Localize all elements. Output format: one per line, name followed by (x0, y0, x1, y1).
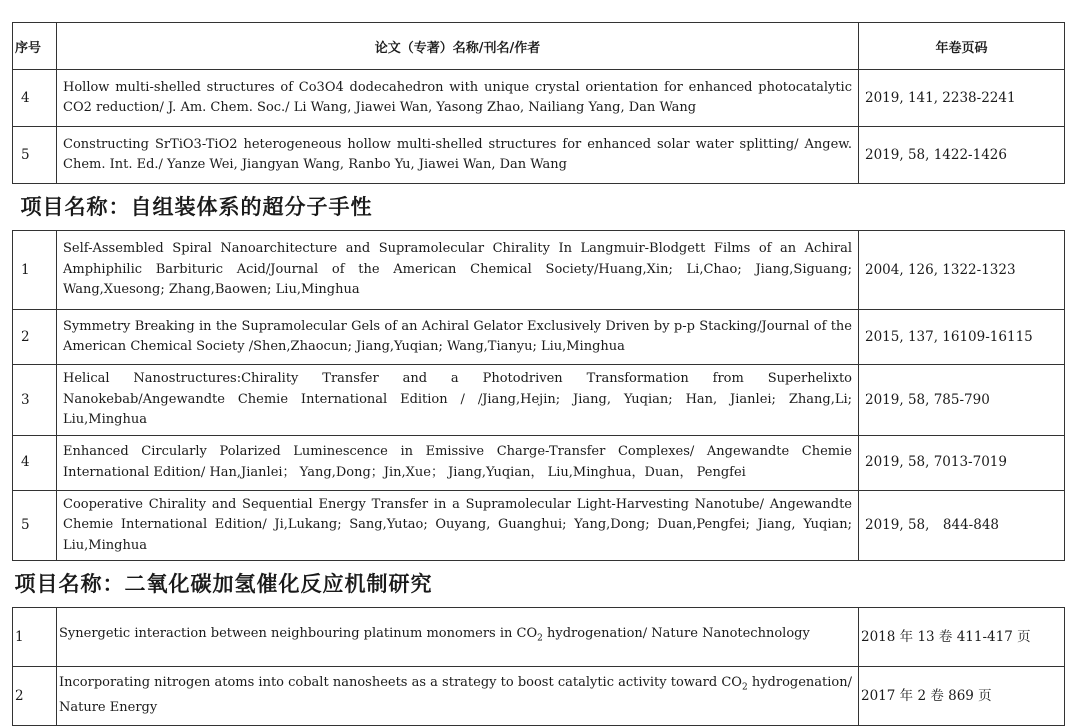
section-title: 项目名称：二氧化碳加氢催化反应机制研究 (13, 561, 1065, 608)
table-row (13, 490, 1065, 561)
row-title-sub: 2 (537, 634, 543, 645)
row-title (57, 608, 859, 667)
row-volume: 2018 年 13 卷 411-417 页 (859, 608, 1065, 667)
row-num: 3 (13, 365, 57, 436)
row-num: 2 (13, 667, 57, 726)
header-volume: 年卷页码 (859, 23, 1065, 70)
row-num: 5 (13, 127, 57, 184)
row-title: Self-Assembled Spiral Nanoarchitecture and Supramolecular Chirality In Langmuir-Blodgett Films of an Achiral Amphiphilic Barbituric Acid/Journal of the American Chemical Society/Huang,Xin; Li,Chao; Jiang,Siguang; Wang,Xuesong; Zhang,Baowen; Liu,Minghua (57, 231, 859, 310)
row-title: Helical Nanostructures:Chirality Transfer and a Photodriven Transformation from Superhelixto Nanokebab/Angewandte Chemie International Edition / /Jiang,Hejin; Jiang, Yuqian; Han, Jianlei; Zhang,Li; Liu,Minghua (57, 365, 859, 436)
row-title: Enhanced Circularly Polarized Luminescence in Emissive Charge-Transfer Complexes/ Angewandte Chemie International Edition/ Han,Jianlei； Yang,Dong；Jin,Xue； Jiang,Yuqian， Liu,Minghua，Duan， Pengfei (57, 435, 859, 490)
row-num: 1 (13, 608, 57, 667)
row-volume: 2019, 141, 2238-2241 (859, 70, 1065, 127)
row-title: Hollow multi-shelled structures of Co3O4 dodecahedron with unique crystal orientation for enhanced photocatalytic CO2 reduction/ J. Am. Chem. Soc./ Li Wang, Jiawei Wan, Yasong Zhao, Nailiang Yang, Dan Wang (57, 70, 859, 127)
row-volume: 2017 年 2 卷 869 页 (859, 667, 1065, 726)
row-volume: 2019, 58, 844-848 (859, 490, 1065, 561)
table-row (13, 231, 1065, 310)
table-row (13, 70, 1065, 127)
row-title-post: hydrogenation/ Nature Nanotechnology (542, 626, 810, 642)
table-row (13, 365, 1065, 436)
row-num: 1 (13, 231, 57, 310)
row-title-pre: Synergetic interaction between neighbouring platinum monomers in CO (59, 626, 538, 642)
row-title-post: hydrogenation/ Nature Energy (59, 675, 853, 716)
row-title (57, 667, 859, 726)
table-row (13, 127, 1065, 184)
row-volume: 2015, 137, 16109-16115 (859, 310, 1065, 365)
row-title: Symmetry Breaking in the Supramolecular Gels of an Achiral Gelator Exclusively Driven by p-p Stacking/Journal of the American Chemical Society /Shen,Zhaocun; Jiang,Yuqian; Wang,Tianyu; Liu,Minghua (57, 310, 859, 365)
row-title-sub: 2 (741, 682, 748, 693)
row-num: 5 (13, 490, 57, 561)
row-title: Constructing SrTiO3-TiO2 heterogeneous hollow multi-shelled structures for enhanced solar water splitting/ Angew. Chem. Int. Ed./ Yanze Wei, Jiangyan Wang, Ranbo Yu, Jiawei Wan, Dan Wang (57, 127, 859, 184)
row-title: Cooperative Chirality and Sequential Energy Transfer in a Supramolecular Light-Harvesting Nanotube/ Angewandte Chemie International Edition/ Ji,Lukang; Sang,Yutao; Ouyang, Guanghui; Yang,Dong; Duan,Pengfei; Jiang, Yuqian; Liu,Minghua (57, 490, 859, 561)
header-title: 论文（专著）名称/刊名/作者 (57, 23, 859, 70)
publication-table (12, 22, 1065, 726)
section-header-row (13, 561, 1065, 608)
table-row (13, 310, 1065, 365)
row-volume: 2004, 126, 1322-1323 (859, 231, 1065, 310)
header-num: 序号 (13, 23, 57, 70)
table-row (13, 608, 1065, 667)
section-header-row (13, 184, 1065, 231)
row-volume: 2019, 58, 1422-1426 (859, 127, 1065, 184)
row-volume: 2019, 58, 785-790 (859, 365, 1065, 436)
row-num: 4 (13, 70, 57, 127)
section-title: 项目名称：自组装体系的超分子手性 (13, 184, 1065, 231)
row-volume: 2019, 58, 7013-7019 (859, 435, 1065, 490)
row-num: 4 (13, 435, 57, 490)
table-header-row (13, 23, 1065, 70)
table-row (13, 435, 1065, 490)
row-num: 2 (13, 310, 57, 365)
row-title-pre: Incorporating nitrogen atoms into cobalt nanosheets as a strategy to boost catalytic activity toward CO (59, 675, 742, 691)
document-page (12, 22, 1064, 726)
table-row (13, 667, 1065, 726)
